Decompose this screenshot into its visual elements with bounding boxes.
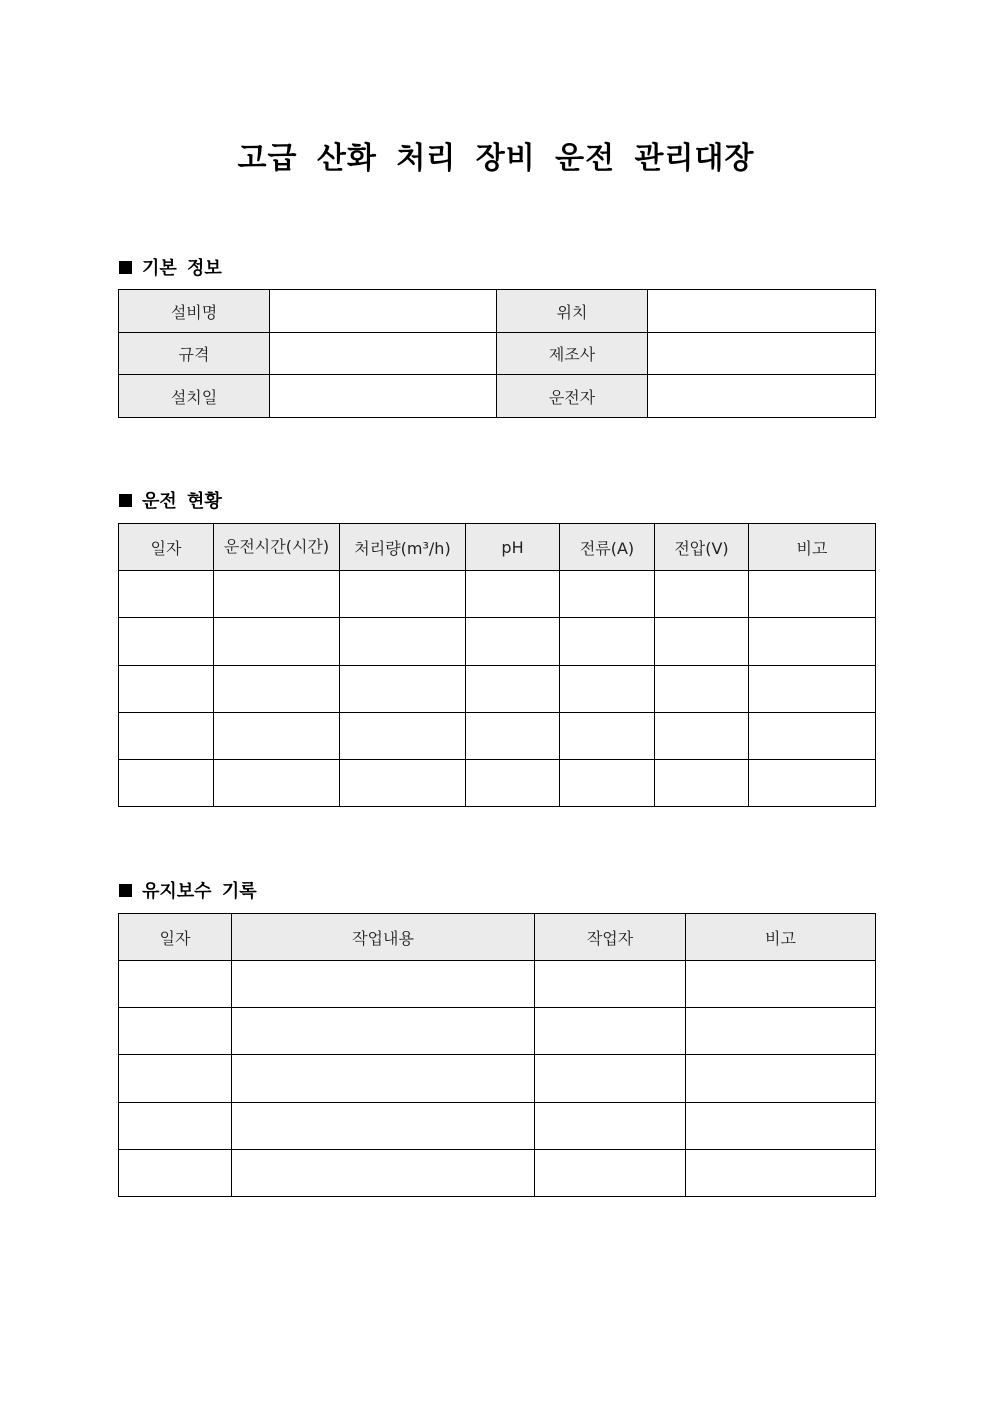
operator-field[interactable] [648, 375, 876, 418]
maintenance-table [118, 913, 876, 1197]
table-cell[interactable] [686, 1008, 876, 1055]
label-manufacturer: 제조사 [497, 333, 648, 375]
table-row [119, 290, 876, 333]
table-cell[interactable] [119, 961, 232, 1008]
table-cell[interactable] [535, 1103, 686, 1150]
square-bullet-icon [119, 884, 132, 897]
table-row [119, 618, 876, 666]
table-cell[interactable] [466, 713, 560, 760]
table-cell[interactable] [340, 618, 466, 666]
spec-field[interactable] [270, 333, 497, 375]
table-cell[interactable] [232, 961, 535, 1008]
col-header-date: 일자 [119, 914, 232, 961]
table-cell[interactable] [119, 1055, 232, 1103]
table-row [119, 1150, 876, 1197]
label-location: 위치 [497, 290, 648, 333]
table-cell[interactable] [119, 666, 214, 713]
square-bullet-icon [119, 261, 132, 274]
table-cell[interactable] [560, 618, 655, 666]
table-cell[interactable] [749, 760, 876, 807]
table-cell[interactable] [340, 666, 466, 713]
operation-table [118, 523, 876, 807]
table-cell[interactable] [749, 571, 876, 618]
table-cell[interactable] [340, 760, 466, 807]
col-header-work-content: 작업내용 [232, 914, 535, 961]
table-cell[interactable] [119, 1103, 232, 1150]
table-cell[interactable] [340, 571, 466, 618]
table-row [119, 1008, 876, 1055]
maintenance-heading [119, 877, 257, 903]
table-cell[interactable] [749, 713, 876, 760]
table-cell[interactable] [119, 1150, 232, 1197]
table-cell[interactable] [686, 961, 876, 1008]
table-cell[interactable] [119, 1008, 232, 1055]
table-row [119, 375, 876, 418]
table-cell[interactable] [232, 1150, 535, 1197]
table-row [119, 760, 876, 807]
table-cell[interactable] [535, 961, 686, 1008]
col-header-current: 전류(A) [560, 524, 655, 571]
table-cell[interactable] [466, 666, 560, 713]
table-row [119, 666, 876, 713]
operation-heading-text: 운전 현황 [142, 491, 222, 512]
table-cell[interactable] [119, 571, 214, 618]
col-header-run-hours: 운전시간(시간) [214, 524, 340, 571]
table-cell[interactable] [655, 618, 749, 666]
install-date-field[interactable] [270, 375, 497, 418]
table-cell[interactable] [232, 1008, 535, 1055]
equipment-name-field[interactable] [270, 290, 497, 333]
table-cell[interactable] [655, 666, 749, 713]
table-cell[interactable] [119, 618, 214, 666]
col-header-date: 일자 [119, 524, 214, 571]
table-cell[interactable] [232, 1055, 535, 1103]
table-row [119, 1055, 876, 1103]
table-cell[interactable] [214, 713, 340, 760]
table-cell[interactable] [560, 760, 655, 807]
table-cell[interactable] [466, 571, 560, 618]
col-header-voltage: 전압(V) [655, 524, 749, 571]
basic-info-heading [119, 254, 222, 280]
table-cell[interactable] [535, 1150, 686, 1197]
label-spec: 규격 [119, 333, 270, 375]
table-cell[interactable] [535, 1008, 686, 1055]
table-header-row [119, 914, 876, 961]
table-cell[interactable] [749, 618, 876, 666]
location-field[interactable] [648, 290, 876, 333]
table-row [119, 713, 876, 760]
table-cell[interactable] [749, 666, 876, 713]
table-cell[interactable] [686, 1103, 876, 1150]
maintenance-heading-text: 유지보수 기록 [142, 881, 257, 902]
table-cell[interactable] [119, 713, 214, 760]
col-header-throughput: 처리량(m³/h) [340, 524, 466, 571]
label-equipment-name: 설비명 [119, 290, 270, 333]
page-title: 고급 산화 처리 장비 운전 관리대장 [237, 141, 755, 176]
manufacturer-field[interactable] [648, 333, 876, 375]
table-cell[interactable] [214, 666, 340, 713]
table-cell[interactable] [686, 1055, 876, 1103]
col-header-ph: pH [466, 524, 560, 571]
col-header-remarks: 비고 [749, 524, 876, 571]
operation-heading [119, 487, 222, 513]
table-cell[interactable] [560, 666, 655, 713]
col-header-worker: 작업자 [535, 914, 686, 961]
table-cell[interactable] [560, 571, 655, 618]
table-cell[interactable] [466, 760, 560, 807]
basic-info-table [118, 289, 876, 418]
table-cell[interactable] [686, 1150, 876, 1197]
table-cell[interactable] [214, 760, 340, 807]
table-row [119, 1103, 876, 1150]
table-cell[interactable] [535, 1055, 686, 1103]
table-cell[interactable] [655, 713, 749, 760]
table-cell[interactable] [655, 760, 749, 807]
table-cell[interactable] [560, 713, 655, 760]
table-header-row [119, 524, 876, 571]
table-cell[interactable] [119, 760, 214, 807]
square-bullet-icon [119, 494, 132, 507]
label-install-date: 설치일 [119, 375, 270, 418]
table-row [119, 961, 876, 1008]
table-cell[interactable] [466, 618, 560, 666]
table-cell[interactable] [214, 618, 340, 666]
table-cell[interactable] [214, 571, 340, 618]
table-cell[interactable] [655, 571, 749, 618]
label-operator: 운전자 [497, 375, 648, 418]
table-row [119, 333, 876, 375]
table-cell[interactable] [340, 713, 466, 760]
col-header-remarks: 비고 [686, 914, 876, 961]
basic-info-heading-text: 기본 정보 [142, 258, 222, 279]
table-cell[interactable] [232, 1103, 535, 1150]
table-row [119, 571, 876, 618]
